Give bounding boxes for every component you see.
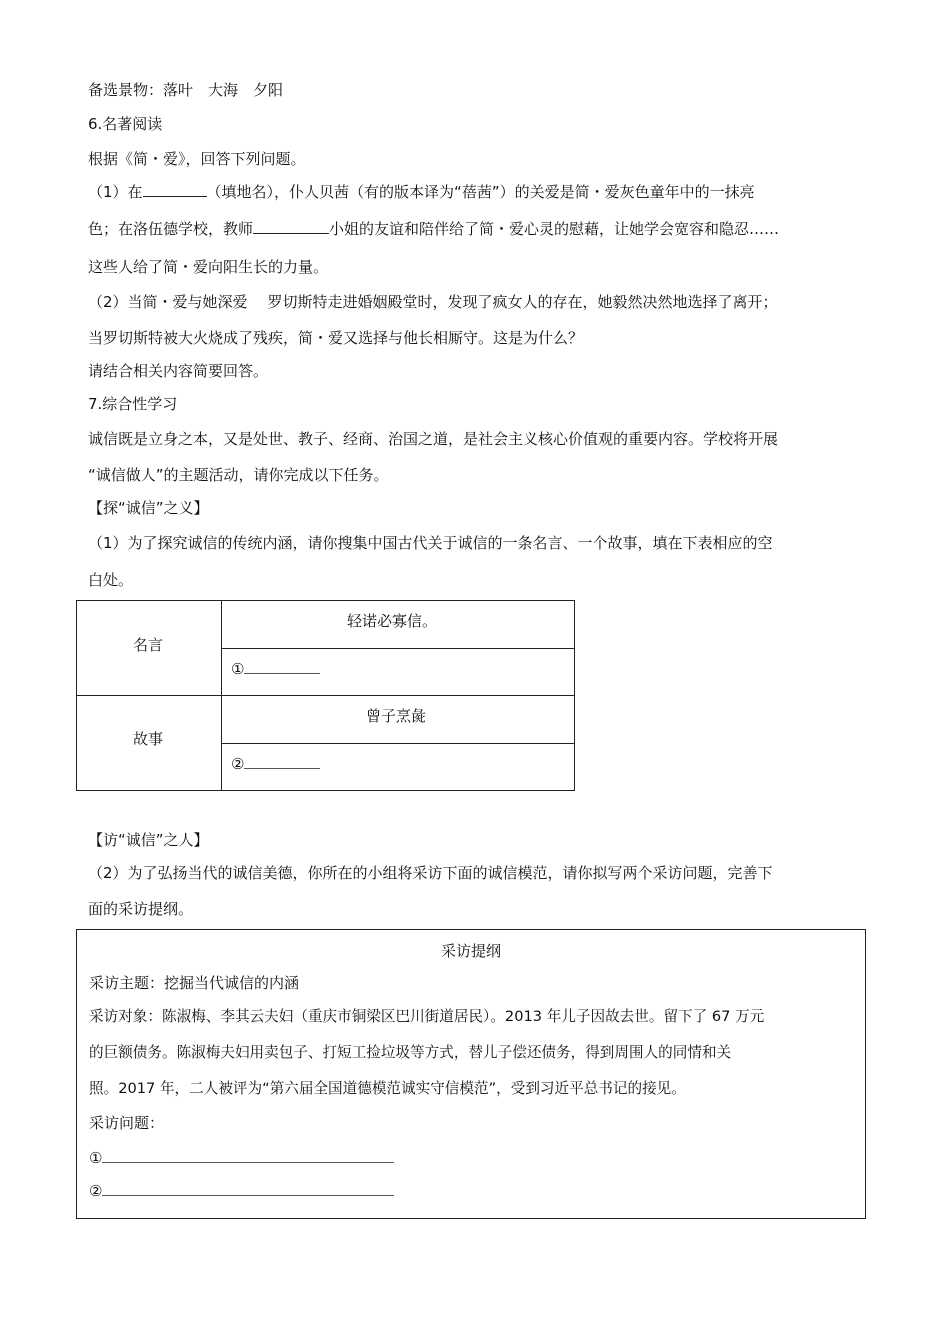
question-2-mark: ② bbox=[89, 1182, 103, 1200]
q7-intro-b: “诚信做人”的主题活动，请你完成以下任务。 bbox=[88, 466, 389, 484]
outline-object-a: 采访对象：陈淑梅、李其云夫妇（重庆市铜梁区巴川街道居民）。2013 年儿子因故去世。留下了 67 万元 bbox=[89, 1008, 765, 1025]
q6-2-line-c: 请结合相关内容简要回答。 bbox=[88, 362, 269, 380]
q6-title: 6.名著阅读 bbox=[88, 115, 163, 133]
question-1-mark: ① bbox=[89, 1149, 103, 1167]
q6-1-b-pre: 色；在洛伍德学校，教师 bbox=[88, 220, 254, 238]
given-story: 曾子烹彘 bbox=[366, 707, 427, 725]
q6-1-a-post: （填地名），仆人贝茜（有的版本译为“蓓茜”）的关爱是简・爱灰色童年中的一抹亮 bbox=[206, 183, 755, 201]
q7-section2-heading: 【访“诚信”之人】 bbox=[88, 831, 209, 849]
outline-object-c: 照。2017 年，二人被评为“第六届全国道德模范诚实守信模范”，受到习近平总书记的接见。 bbox=[89, 1080, 686, 1097]
outline-title: 采访提纲 bbox=[440, 942, 501, 960]
quote-blank-row bbox=[231, 659, 320, 679]
story-blank-row bbox=[231, 754, 320, 774]
question-1-blank[interactable] bbox=[102, 1148, 394, 1163]
given-quote: 轻诺必寡信。 bbox=[347, 612, 438, 630]
q7-2-line-b: 面的采访提纲。 bbox=[88, 900, 194, 918]
q7-section1-heading: 【探“诚信”之义】 bbox=[88, 499, 209, 517]
blank-mark-2: ② bbox=[231, 755, 245, 773]
table-divider bbox=[77, 695, 574, 696]
q6-2-line-b: 当罗切斯特被大火烧成了残疾，简・爱又选择与他长相厮守。这是为什么？ bbox=[88, 329, 584, 347]
interview-outline-box bbox=[76, 929, 866, 1219]
q7-1-line-a: （1）为了探究诚信的传统内涵，请你搜集中国古代关于诚信的一条名言、一个故事，填在下表相应的空 bbox=[88, 534, 773, 552]
q7-1-line-b: 白处。 bbox=[88, 571, 134, 589]
table-divider bbox=[221, 743, 574, 744]
outline-theme: 采访主题：挖掘当代诚信的内涵 bbox=[89, 974, 300, 992]
quote-answer-blank[interactable] bbox=[244, 659, 320, 674]
q6-2-a-part1: （2）当简・爱与她深爱 bbox=[88, 293, 248, 311]
q7-intro-a: 诚信既是立身之本，又是处世、教子、经商、治国之道，是社会主义核心价值观的重要内容。学校将开展 bbox=[88, 430, 779, 448]
table-divider bbox=[221, 648, 574, 649]
q6-intro: 根据《简・爱》，回答下列问题。 bbox=[88, 150, 306, 168]
question-2-blank[interactable] bbox=[102, 1181, 394, 1196]
q6-1-a-pre: （1）在 bbox=[88, 183, 143, 201]
outline-object-b: 的巨额债务。陈淑梅夫妇用卖包子、打短工捡垃圾等方式，替儿子偿还债务，得到周围人的同情和关 bbox=[89, 1044, 732, 1061]
question-2-row bbox=[89, 1181, 394, 1201]
teacher-name-blank[interactable] bbox=[253, 219, 329, 234]
q7-title: 7.综合性学习 bbox=[88, 395, 178, 413]
line-scenery-options: 备选景物：落叶 大海 夕阳 bbox=[88, 81, 284, 99]
q6-1-line-c: 这些人给了简・爱向阳生长的力量。 bbox=[88, 258, 329, 276]
q6-2-a-part2: 罗切斯特走进婚姻殿堂时，发现了疯女人的存在，她毅然决然地选择了离开； bbox=[267, 293, 778, 311]
question-1-row bbox=[89, 1148, 394, 1168]
row-label-quote: 名言 bbox=[133, 636, 164, 654]
q6-1-line-a bbox=[88, 182, 755, 202]
q7-2-line-a: （2）为了弘扬当代的诚信美德，你所在的小组将采访下面的诚信模范，请你拟写两个采访问题，完善下 bbox=[88, 864, 773, 882]
blank-mark-1: ① bbox=[231, 660, 245, 678]
q6-1-line-b bbox=[88, 219, 779, 239]
outline-questions-label: 采访问题： bbox=[89, 1114, 165, 1132]
story-answer-blank[interactable] bbox=[244, 754, 320, 769]
integrity-table bbox=[76, 600, 575, 791]
row-label-story: 故事 bbox=[133, 730, 164, 748]
place-name-blank[interactable] bbox=[143, 182, 207, 197]
q6-2-line-a bbox=[88, 292, 778, 312]
q6-1-b-post: 小姐的友谊和陪伴给了简・爱心灵的慰藉，让她学会宽容和隐忍…… bbox=[329, 220, 780, 238]
